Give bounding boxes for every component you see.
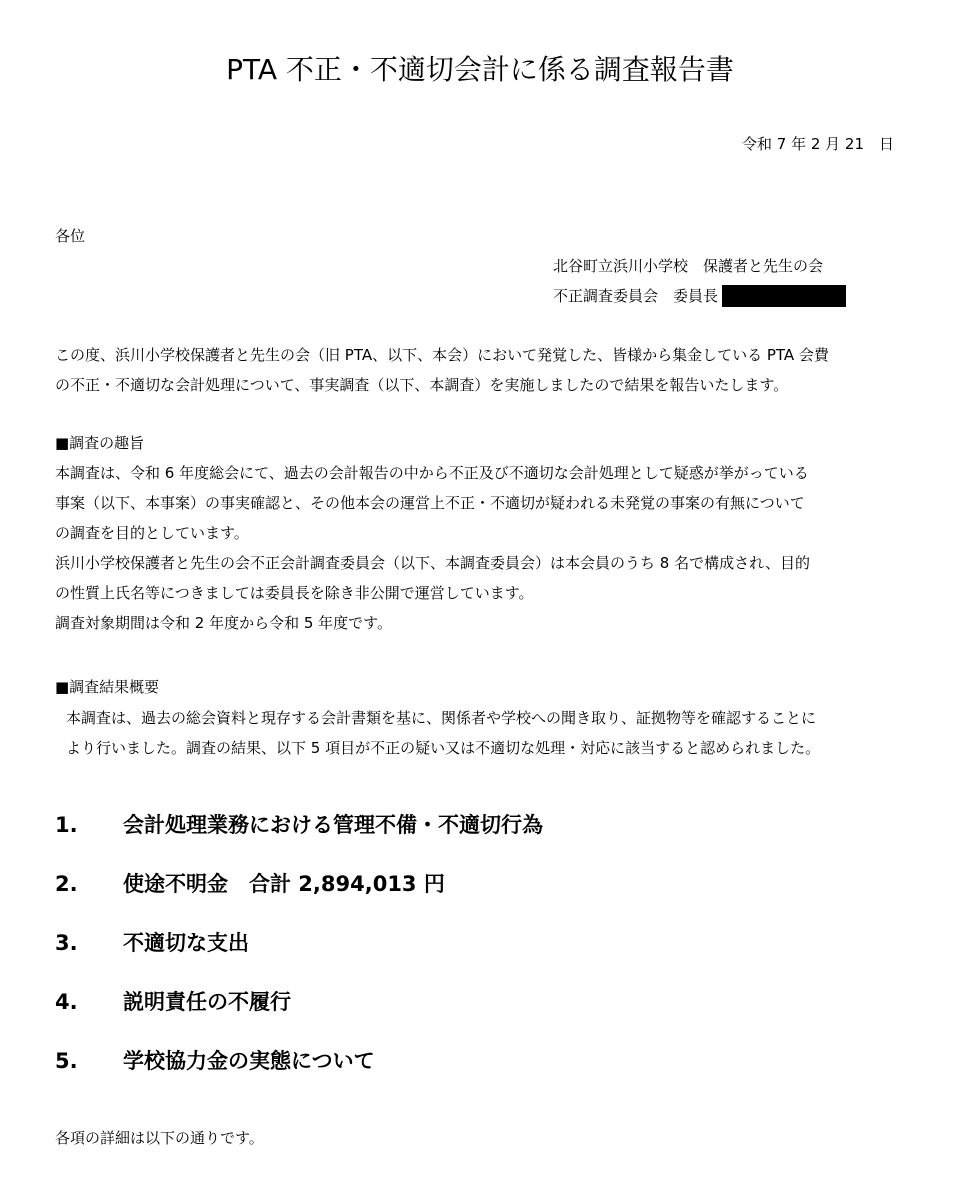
finding-number: 5. bbox=[55, 1049, 78, 1073]
finding-number: 3. bbox=[55, 931, 78, 955]
finding-text: 使途不明金 合計 2,894,013 円 bbox=[123, 872, 445, 896]
finding-text: 学校協力金の実態について bbox=[123, 1049, 375, 1073]
summary-heading: ■調査結果概要 bbox=[55, 678, 160, 696]
committee-chair-line bbox=[553, 285, 846, 307]
finding-text: 会計処理業務における管理不備・不適切行為 bbox=[123, 813, 543, 837]
intro-line: の不正・不適切な会計処理について、事実調査（以下、本調査）を実施しましたので結果を報告いたします。 bbox=[55, 376, 789, 394]
purpose-line: の性質上氏名等につきましては委員長を除き非公開で運営しています。 bbox=[55, 584, 534, 602]
finding-text: 不適切な支出 bbox=[123, 931, 249, 955]
intro-line: この度、浜川小学校保護者と先生の会（旧 PTA、以下、本会）において発覚した、皆様から集金している PTA 会費 bbox=[55, 346, 829, 364]
purpose-heading: ■調査の趣旨 bbox=[55, 434, 145, 452]
purpose-line: 事案（以下、本事案）の事実確認と、その他本会の運営上不正・不適切が疑われる未発覚の事案の有無について bbox=[55, 494, 805, 512]
organization-name: 北谷町立浜川小学校 保護者と先生の会 bbox=[553, 257, 824, 275]
finding-number: 4. bbox=[55, 990, 78, 1014]
finding-text: 説明責任の不履行 bbox=[123, 990, 291, 1014]
purpose-line: 浜川小学校保護者と先生の会不正会計調査委員会（以下、本調査委員会）は本会員のうち 8 名で構成され、目的 bbox=[55, 554, 810, 572]
finding-item bbox=[55, 864, 543, 923]
summary-line: より行いました。調査の結果、以下 5 項目が不正の疑い又は不適切な処理・対応に該当すると認められました。 bbox=[66, 739, 821, 757]
footer-note: 各項の詳細は以下の通りです。 bbox=[55, 1129, 264, 1147]
intro-paragraph bbox=[55, 340, 905, 400]
finding-item bbox=[55, 982, 543, 1041]
findings-list bbox=[55, 805, 543, 1100]
summary-paragraph bbox=[66, 703, 906, 763]
committee-chair-label: 不正調査委員会 委員長 bbox=[553, 287, 719, 305]
finding-number: 2. bbox=[55, 872, 78, 896]
finding-number: 1. bbox=[55, 813, 78, 837]
finding-item bbox=[55, 923, 543, 982]
purpose-line: 調査対象期間は令和 2 年度から令和 5 年度です。 bbox=[55, 614, 392, 632]
purpose-paragraph bbox=[55, 458, 905, 638]
document-date: 令和 7 年 2 月 21 日 bbox=[741, 135, 894, 153]
summary-line: 本調査は、過去の総会資料と現存する会計書類を基に、関係者や学校への聞き取り、証拠物等を確認することに bbox=[66, 709, 817, 727]
redacted-name-block bbox=[722, 285, 846, 307]
finding-item bbox=[55, 1041, 543, 1100]
addressee: 各位 bbox=[55, 227, 86, 245]
purpose-line: 本調査は、令和 6 年度総会にて、過去の会計報告の中から不正及び不適切な会計処理として疑惑が挙がっている bbox=[55, 464, 809, 482]
purpose-line: の調査を目的としています。 bbox=[55, 524, 249, 542]
finding-item bbox=[55, 805, 543, 864]
document-title: PTA 不正・不適切会計に係る調査報告書 bbox=[226, 53, 734, 86]
